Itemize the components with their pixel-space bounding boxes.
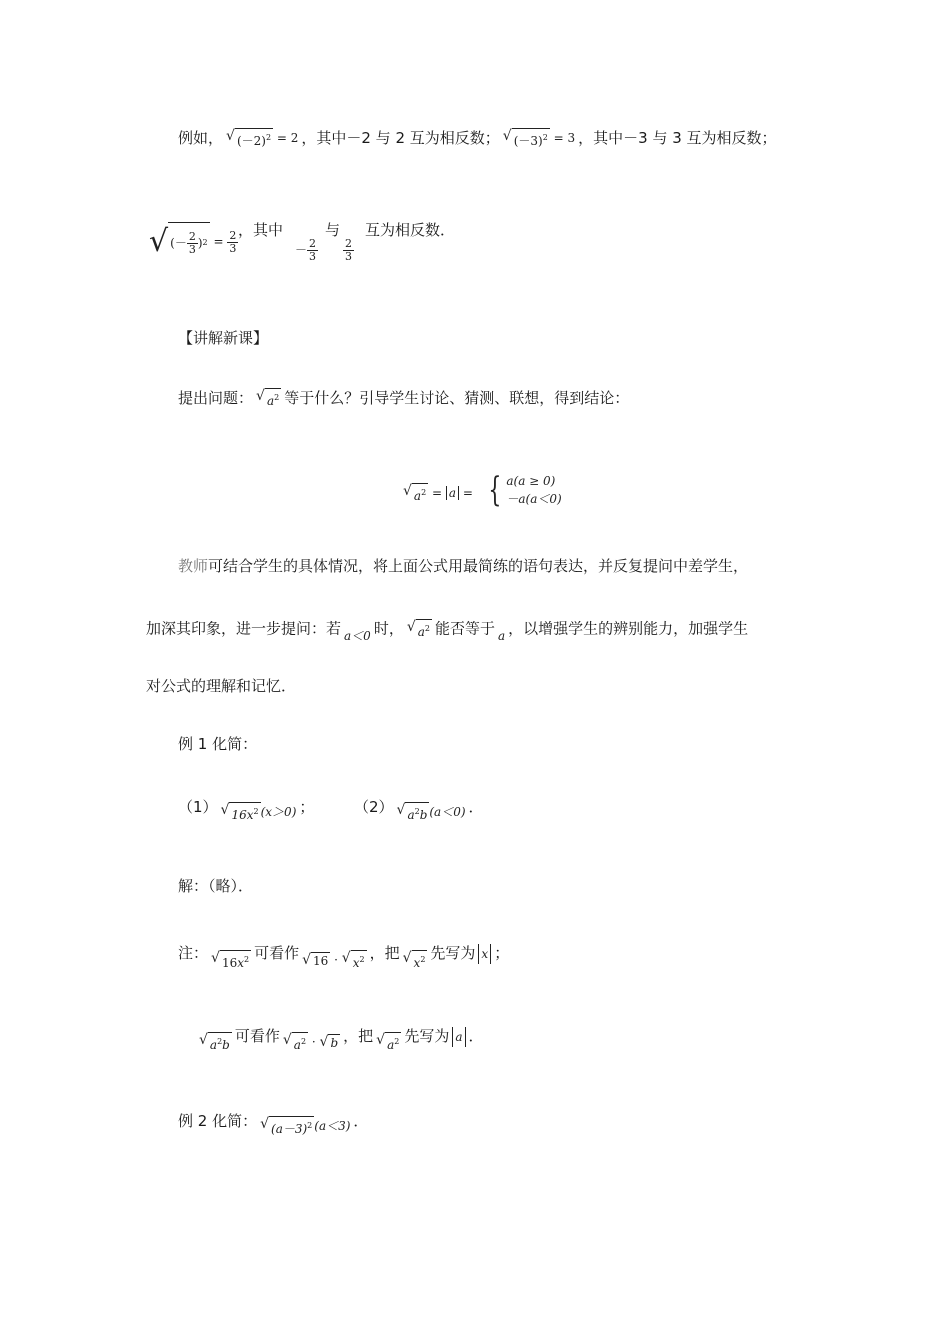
example-1-items: （1） √ $16x^2$ (x＞0) ； （2） √ $a^2b$ (a＜0) ． xyxy=(178,798,484,822)
example-intro-line-1 xyxy=(178,128,777,149)
item-1-label: （1） xyxy=(178,798,218,816)
note-line-1: 注： √ $16x^2$ 可看作 √ 16 · √ $x^2$ ，把 √ $x^2$ 先写为 x ； xyxy=(178,944,510,970)
teacher-word: 教师 xyxy=(178,557,209,575)
condition-a-lt-0: a＜0 xyxy=(344,629,371,643)
example-2-title: 例 2 化简： xyxy=(178,1112,258,1130)
paragraph-line-1 xyxy=(178,556,748,576)
formula-sqrt-neg2: √ $(-2)^2$ = 2 xyxy=(226,128,299,148)
formula-sqrt-neg3: √ $(-3)^2$ = 3 xyxy=(502,128,576,148)
prefix-text: 例如， xyxy=(178,129,224,147)
item-1-formula: √ $16x^2$ (x＞0) xyxy=(220,802,297,822)
note-line-2: √ $a^2b$ 可看作 √ $a^2$ · √ b ，把 √ $a^2$ 先写为 a ． xyxy=(199,1027,484,1052)
case-1: a(a ≥ 0) xyxy=(506,474,556,488)
example-intro-line-2 xyxy=(146,218,241,278)
section-heading: 【讲解新课】 xyxy=(178,329,269,347)
item-2-formula: √ $a^2b$ (a＜0) xyxy=(396,802,466,822)
text-1: ，其中－2 与 2 互为相反数； xyxy=(301,129,500,147)
pos-fraction: $\frac{2}{3}$ xyxy=(345,237,352,263)
solution: 解：（略）． xyxy=(178,877,254,895)
question-line xyxy=(178,388,629,409)
paragraph-line-3: 对公式的理解和记忆． xyxy=(146,677,297,695)
p1-rest: 可结合学生的具体情况，将上面公式用最简练的语句表达，并反复提问中差学生， xyxy=(208,557,749,575)
paragraph-line-2: 加深其印象，进一步提问：若 a＜0 时， √ $a^2$ 能否等于 a ，以增强学生的辨别能力，加强学生 xyxy=(146,612,748,646)
text-3b: 与 xyxy=(325,221,341,239)
example-2-formula: √ $(a-3)^2$ (a＜3) xyxy=(260,1116,351,1136)
main-formula: √ $a^2$ = a = { a(a ≥ 0) －a(a＜0) xyxy=(403,470,562,510)
item-2-label: （2） xyxy=(353,798,394,816)
case-2: －a(a＜0) xyxy=(506,492,562,506)
neg-fraction: － $\frac{2}{3}$ xyxy=(295,237,317,263)
question-prefix: 提出问题： xyxy=(178,389,254,407)
text-3a: ，其中 xyxy=(238,221,284,239)
question-text: 等于什么？引导学生讨论、猜测、联想，得到结论： xyxy=(284,389,630,407)
text-2: ，其中－3 与 3 互为相反数； xyxy=(578,129,777,147)
abs-a: a xyxy=(452,1027,465,1047)
formula-sqrt-fraction: √ ( － $\frac{2}{3}$ ) 2 = $\frac{2}{3}$ xyxy=(149,222,238,262)
formula-sqrt-a2: √ $a^2$ xyxy=(256,388,280,408)
example-1-title: 例 1 化简： xyxy=(178,735,258,753)
text-3c: 互为相反数． xyxy=(365,221,456,239)
abs-x: x xyxy=(478,944,491,964)
example-2: 例 2 化简： √ $(a-3)^2$ (a＜3) ． xyxy=(178,1112,369,1136)
